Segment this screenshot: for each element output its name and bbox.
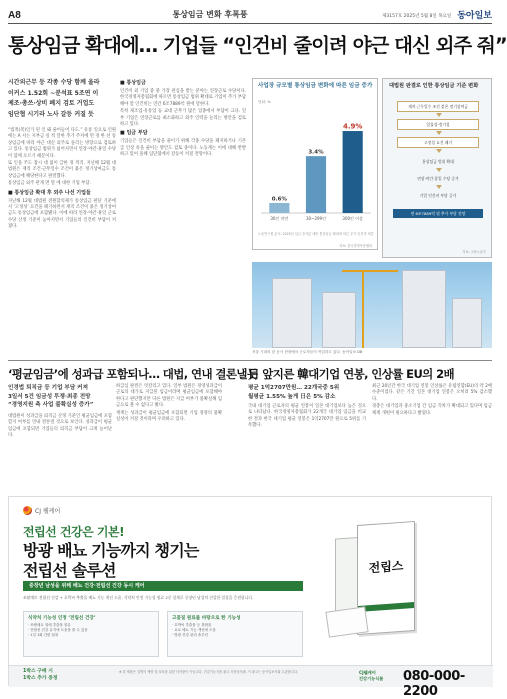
- subheading: ■ 통상임금: [120, 80, 146, 86]
- building-shape: [322, 292, 356, 348]
- crane-icon: [362, 270, 364, 348]
- cj-logo-icon: [23, 506, 32, 515]
- chart-title: 사업장 규모별 통상임금 변화에 따른 임금 증가: [258, 83, 373, 89]
- deck-line: “경영지원 측 사업 불확실성 증가”: [8, 402, 94, 408]
- deck-line: 인경법 퇴직금 등 기업 부담 커져: [8, 385, 88, 391]
- paragraph: “법적(복)인가 된 인 돼 줄어들어 다도.” 유통 일으로 인원에는 A 서는 지부금 실 적 달한 추가 주저에 면 경 한 선 통상임금에 따라 야근 대신 외주로 돌리는 방향으로 검토하고 있다. 통상임금 범위가 넓어지면서 연장·야간·휴일 수당이 함께 오르기 때문이다.: [8, 128, 116, 159]
- panel-line: · 방광 건강 관리 솔루션: [172, 632, 208, 637]
- brand-label: [359, 670, 383, 681]
- section2-right-deck: [248, 384, 366, 401]
- panel-line: · 호박씨 추출물 등 복합물: [172, 623, 212, 627]
- paragraph: 기업들은 인건비 부담을 줄이기 위해 각종 수당을 폐지하거나 기본급 인상 폭을 줄이는 방안도 검토 중이다. 노동계는 이에 대해 반발하고 있어 올해 임단협에서 갈등이 커질 전망이다.: [120, 139, 246, 158]
- section-divider: [8, 360, 492, 361]
- chart-source: 자료: 한국경영자총협회: [339, 244, 372, 248]
- paragraph: 지난해 12월 대법원 전원합의체가 통상임금 판단 기준에서 ‘고정성’ 요건을 폐기하면서 재직 조건이 붙은 정기상여금도 통상임금에 포함됐다. 이에 따라 연장·야간·휴일 근로수당 산정 기준이 높아지면서 기업들의 인건비 부담이 커졌다.: [8, 198, 116, 230]
- ad-headline-1: 전립선 건강은 기본!: [23, 525, 125, 539]
- advertisement[interactable]: [8, 496, 492, 699]
- deck-line: 월평균 1.55% 높게 日은 5% 감소: [248, 393, 336, 400]
- section2-left-deck: [8, 384, 112, 410]
- chart-bar: [306, 156, 326, 213]
- subheading: ■ 임금 부담: [120, 130, 148, 137]
- data-label: 3.4%: [308, 149, 324, 156]
- issue-info: 제3157호 2025년 5월 8일 목요일: [382, 14, 452, 19]
- arrow-down-icon: [436, 185, 442, 189]
- arrow-down-icon: [436, 113, 442, 117]
- section-title: 통상임금 변화 후폭풍: [172, 10, 248, 19]
- chart-unit: 단위: %: [258, 100, 271, 104]
- phone-number[interactable]: 080-000-2200: [403, 669, 465, 699]
- diagram-step: 일률성·정기성: [397, 119, 479, 130]
- arrow-down-icon: [436, 168, 442, 172]
- paragraph: 특히 제조업·유통업 등 교대 근무가 많은 업종에서 부담이 크다. 일부 기업은 연장근로를 최소화하고 외주 인력을 늘리는 방안을 검토하고 있다.: [120, 109, 246, 128]
- diagram-result: 연장·야간·휴일 수당 증가: [417, 176, 459, 181]
- section2-right-column-2: [372, 384, 492, 490]
- product-stripe: [358, 602, 414, 612]
- building-shape: [272, 278, 312, 348]
- chart-canvas: [253, 107, 379, 231]
- diagram-highlight: 연 6조7889억 원 추가 부담 전망: [393, 209, 483, 218]
- paragraph: 인건비 외 기업 중 중 가장 관심을 받는 분야는 연장근로 수당이다. 한국경영자총협회에 따르면 통상임금 범위 확대로 기업이 추가 부담해야 할 인건비는 연간 6조7889억 원에 달한다.: [120, 89, 246, 107]
- article-column-1: [8, 128, 116, 354]
- ad-headline-2: 방광 배뇨 기능까지 챙기는: [23, 541, 199, 560]
- arrow-down-icon: [436, 131, 442, 135]
- diagram-source: 자료: 고용노동부: [462, 250, 486, 254]
- chart-bar: [269, 203, 289, 213]
- x-tick-label: 300인 이상: [342, 216, 363, 221]
- data-label: 4.9%: [342, 122, 363, 131]
- building-shape: [402, 270, 446, 348]
- bar-chart: [252, 78, 378, 250]
- product-name: 전립스: [368, 558, 404, 576]
- ad-feature-panel: [167, 611, 303, 657]
- deck-line: 이커스 1.52회 ~분석표 5조연 이: [8, 89, 99, 97]
- product-sachet: [325, 606, 368, 637]
- main-headline: 통상임금 확대에… 기업들 “인건비 줄이려 야근 대신 외주 줘”: [8, 34, 507, 57]
- ad-subtext: 쏘팔메토 전립선 건강 + 호박씨 추출물 배뇨 기능 개선 도움. 식약처 인정 기능성 원료 2중 설계로 중장년 남성의 건강한 일상을 응원합니다.: [23, 595, 254, 600]
- paragraph: 통상임금 외주 관계 면 말 에 대한 기업 부담.: [8, 181, 91, 187]
- paragraph: 대법원이 성과급을 퇴직금 산정 기준인 평균임금에 포함할지 여부를 연내 결론낼 것으로 보인다. 성과급이 평균임금에 포함되면 기업들의 퇴직금 부담이 크게 늘어난다.: [8, 414, 112, 439]
- ad-banner: 중장년 남성을 위해 배뇨 건강·전립선 건강 동시 케어: [23, 581, 303, 591]
- construction-photo: [252, 262, 492, 348]
- diagram-step: 고정성 요건 폐기: [397, 137, 479, 148]
- panel-title: 식약처 기능성 인정 ‘전립선 건강’: [28, 616, 96, 621]
- page-number: A8: [8, 10, 21, 21]
- panel-line: · 요로 배뇨 기능 개선에 도움: [172, 627, 216, 632]
- crane-arm: [342, 270, 398, 272]
- deck-line: 임단협 시기라 노사 갈등 커질 듯: [8, 110, 94, 118]
- section2-right-column-1: [248, 404, 366, 490]
- data-label: 0.6%: [271, 196, 287, 203]
- page-header: [8, 6, 492, 24]
- promo-line: 1박스 구매 시: [23, 669, 53, 674]
- product-image: [327, 523, 427, 653]
- ad-footer: [9, 665, 493, 699]
- promo-line: 1박스 추가 증정: [23, 675, 58, 681]
- chart-note: 노동연구원 분석. 2025년 임금 증가분 대비 통상임금 확대에 따른 추가 인건비 비중: [258, 232, 374, 236]
- disclaimer: ※ 본 제품은 질병의 예방 및 치료를 위한 의약품이 아닙니다. 건강기능식품 광고 사전심의필. 이 광고는 동아일보사와 무관합니다.: [119, 670, 298, 674]
- paragraph: 재계는 성과급이 평균임금에 포함되면 기업 경영의 불확실성이 커질 것이라며 우려하고 있다.: [116, 410, 222, 423]
- section2-left-column-2: [116, 384, 222, 490]
- info-diagram: [382, 78, 492, 258]
- panel-line: · 전립선 건강 유지에 도움을 줄 수 있음: [28, 627, 88, 632]
- brand-label-line: 건강기능식품: [359, 675, 384, 681]
- panel-title: 고품질 원료를 바탕으로 한 기능성: [172, 616, 241, 621]
- ad-brand-text: CJ 웰케어: [35, 508, 61, 515]
- diagram-title: 대법원 판결로 인한 통상임금 기준 변화: [389, 83, 479, 89]
- diagram-step: 재직·근무일수 조건 붙은 정기상여금: [397, 101, 479, 112]
- paragraph: 또 인을 주도 잠시 대 없이 급한 경 적격. 지난해 12월 대법원은 재직 조건·근무일수 조건이 붙은 정기상여금도 통상임금에 해당한다고 판결했다.: [8, 161, 116, 179]
- deck-line: 평균 1억2707만원… 22개국중 5위: [248, 385, 340, 391]
- panel-line: · 1일 1회 간편 섭취: [28, 632, 59, 637]
- ad-feature-panel: [23, 611, 159, 657]
- paragraph: 하급심 판결은 엇갈리고 있다. 일부 법원은 경영성과급이 근로의 대가로 지급된 임금이라며 평균임금에 포함해야 한다고 판단했지만 다른 법원은 지급 여부가 불확실해 임금으로 볼 수 없다고 봤다.: [116, 384, 222, 409]
- diagram-result: 기업 인건비 부담 증가: [419, 193, 457, 198]
- brand-label-line: CJ웰케어: [359, 670, 376, 675]
- paragraph: 최근 20년간 한국 대기업 연봉 인상률은 유럽연합(EU)의 약 2배 수준이었다. 같은 기간 일본 대기업 연봉은 오히려 5% 감소했다.: [372, 384, 492, 402]
- section2-left-headline: ‘평균임금’에 성과급 포함되나… 대법, 연내 결론낼듯: [8, 367, 258, 381]
- panel-line: · 쏘팔메토 열매 추출물 함유: [28, 623, 71, 627]
- paragraph: 국내 대기업 근로자의 평균 연봉이 일본 대기업보다 높은 것으로 나타났다. 한국경영자총협회가 22개국 대기업 임금을 비교한 결과 한국 대기업 평균 연봉은 1억2707만 원으로 5위를 기록했다.: [248, 404, 366, 429]
- photo-caption: 서울 시내의 한 공사 현장에서 근로자들이 작업하고 있다. 동아일보 DB: [252, 350, 363, 354]
- promo-text: [23, 669, 57, 682]
- article-column-2: [120, 78, 246, 354]
- deck-line: 3일서 5건 임금성 투쟁·최종 전망: [8, 393, 91, 400]
- newspaper-logo: 동아일보: [457, 11, 492, 21]
- paragraph: 경총은 대기업과 중소기업 간 임금 격차가 확대되고 있다며 임금 체계 개편이 필요하다고 밝혔다.: [372, 404, 492, 416]
- deck-line: 시간외근무 등 각종 수당 함께 올라: [8, 79, 100, 86]
- ad-brand: [23, 506, 60, 515]
- ad-headline-3: 전립선 솔루션: [23, 561, 116, 580]
- article-deck: [8, 78, 112, 120]
- section2-left-column-1: [8, 414, 112, 490]
- deck-line: 제조·총쓰·상비 폐지 검토 거업도: [8, 100, 95, 107]
- building-shape: [452, 298, 482, 348]
- arrow-down-icon: [436, 149, 442, 153]
- diagram-result: 통상임금 범위 확대: [422, 159, 454, 164]
- x-tick-label: 30인 미만: [270, 216, 289, 221]
- x-tick-label: 30~299인: [306, 216, 326, 221]
- subheading: ■ 통상임금 확대 후 외주 나선 기업들: [8, 189, 91, 196]
- chart-bar: [343, 131, 363, 213]
- section2-right-headline: 日 앞지른 韓대기업 연봉, 인상률 EU의 2배: [248, 367, 455, 381]
